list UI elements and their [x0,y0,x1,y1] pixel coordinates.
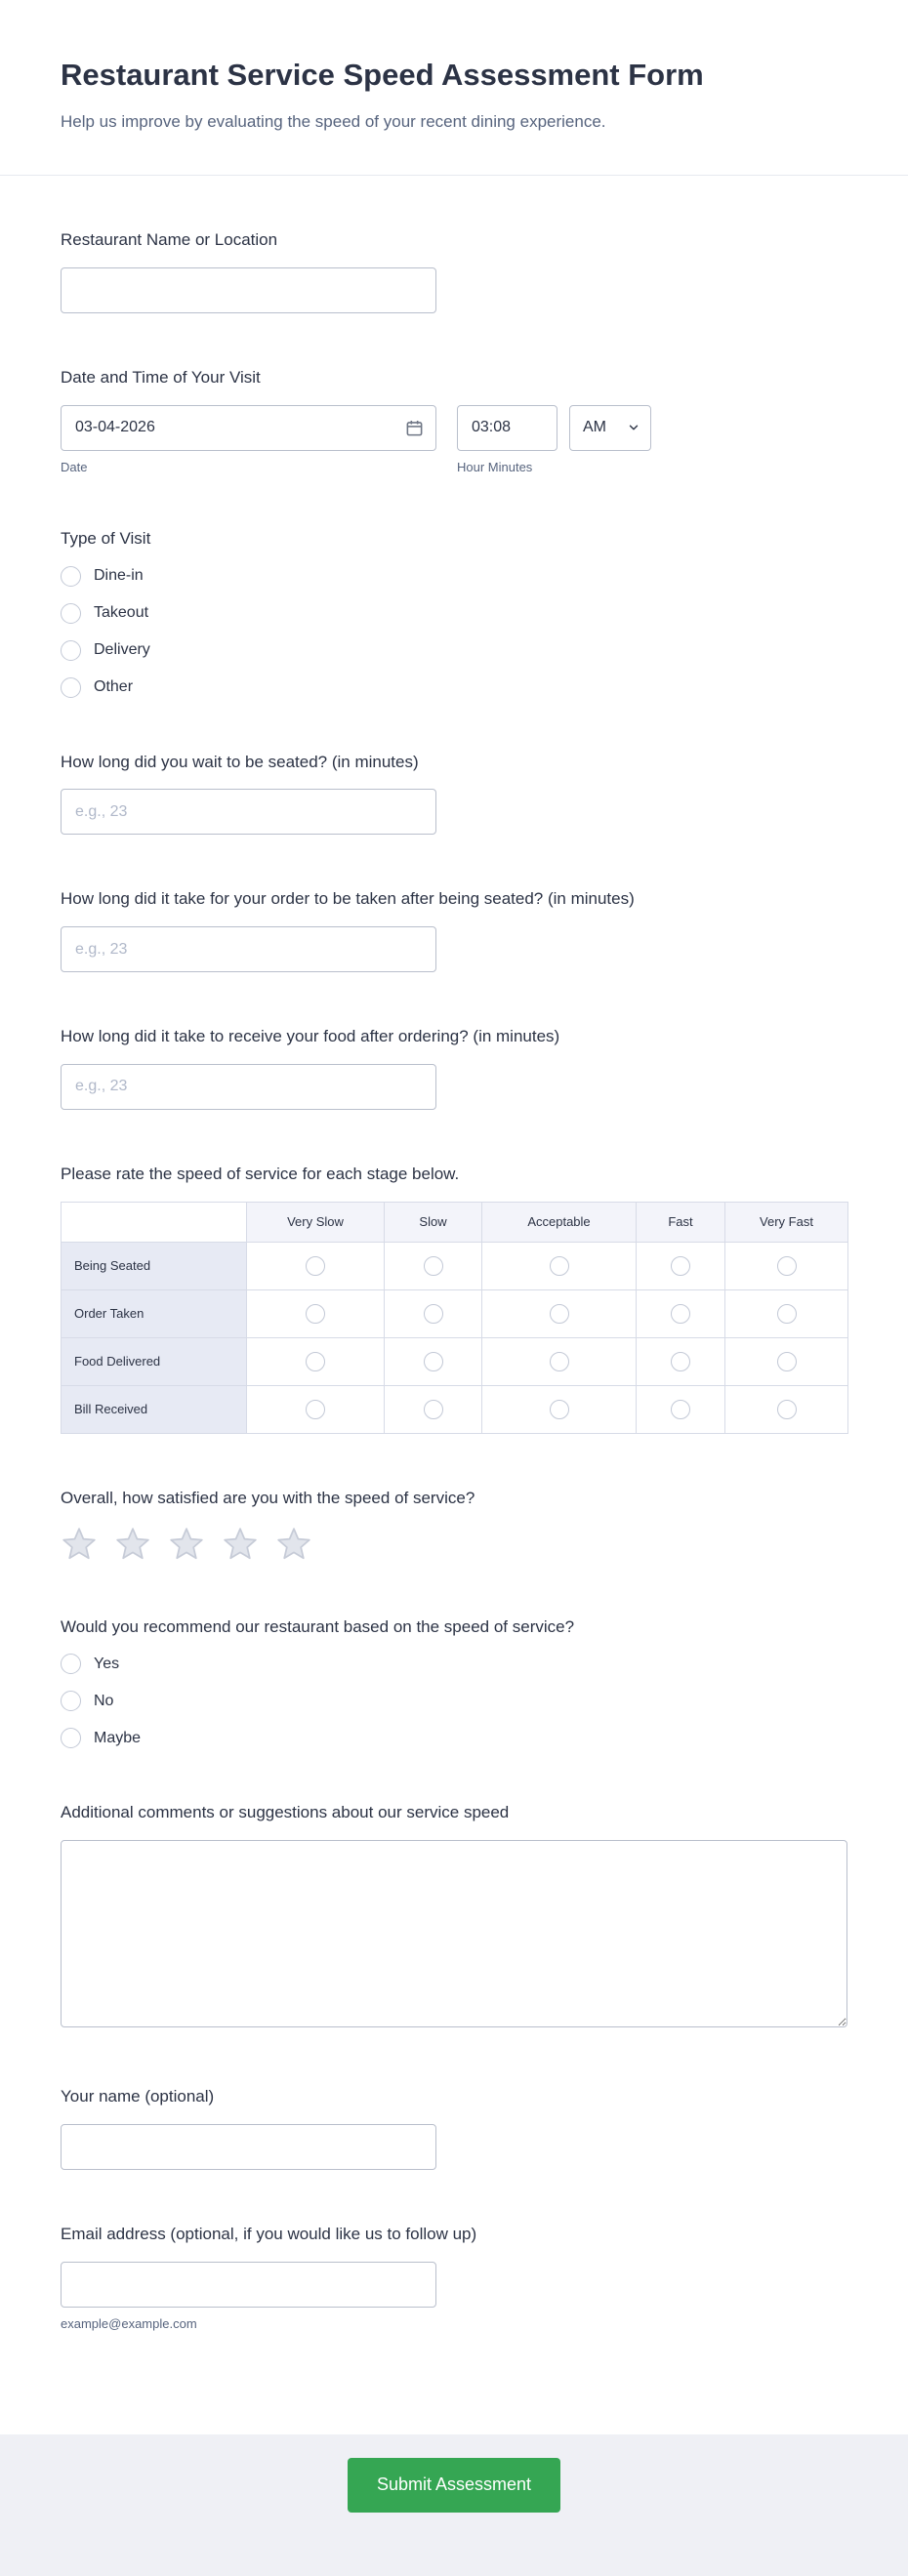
visit-type-option-delivery[interactable] [61,640,847,661]
matrix-col-header: Acceptable [482,1202,637,1242]
food-received-label: How long did it take to receive your food after ordering? (in minutes) [61,1027,560,1046]
speed-matrix-label: Please rate the speed of service for each stage below. [61,1164,460,1183]
meridiem-select[interactable] [569,405,651,451]
matrix-radio-cell[interactable] [385,1289,482,1337]
radio-icon[interactable] [424,1256,443,1276]
chevron-down-icon [627,421,640,434]
radio-option-label: No [94,1692,114,1709]
question-food-received [61,1025,847,1110]
radio-icon[interactable] [424,1304,443,1324]
date-input-wrap [61,405,436,451]
radio-icon[interactable] [61,603,81,624]
header-divider [0,175,908,176]
radio-option-label: Maybe [94,1729,142,1746]
matrix-radio-cell[interactable] [637,1337,725,1385]
question-recommend [61,1615,847,1749]
visit-type-label: Type of Visit [61,528,151,548]
matrix-radio-cell[interactable] [247,1337,385,1385]
radio-icon[interactable] [424,1352,443,1371]
matrix-radio-cell[interactable] [385,1242,482,1289]
matrix-col-header: Slow [385,1202,482,1242]
matrix-radio-cell[interactable] [725,1337,848,1385]
question-restaurant-name [61,228,847,313]
radio-icon[interactable] [550,1304,569,1324]
radio-icon[interactable] [550,1400,569,1419]
name-label: Your name (optional) [61,2087,215,2106]
radio-icon[interactable] [61,640,81,661]
matrix-radio-cell[interactable] [637,1242,725,1289]
matrix-radio-cell[interactable] [247,1242,385,1289]
wait-seated-label: How long did you wait to be seated? (in minutes) [61,752,419,771]
radio-icon[interactable] [306,1256,325,1276]
satisfaction-label: Overall, how satisfied are you with the speed of service? [61,1488,475,1507]
rating-matrix [61,1202,848,1434]
restaurant-name-input[interactable] [61,267,436,313]
date-time-row [61,405,847,474]
question-comments [61,1801,847,2032]
radio-option-label: Other [94,678,134,696]
radio-icon[interactable] [61,677,81,698]
question-satisfaction [61,1487,847,1563]
matrix-col-header: Very Slow [247,1202,385,1242]
email-input[interactable] [61,2262,436,2308]
matrix-radio-cell[interactable] [385,1385,482,1433]
time-sublabel: Hour Minutes [457,459,533,474]
matrix-radio-cell[interactable] [725,1289,848,1337]
matrix-radio-cell[interactable] [385,1337,482,1385]
email-sublabel: example@example.com [61,2315,197,2331]
radio-option-label: Yes [94,1655,120,1672]
radio-icon[interactable] [306,1400,325,1419]
radio-option-label: Takeout [94,604,149,622]
matrix-radio-cell[interactable] [247,1385,385,1433]
visit-type-option-takeout[interactable] [61,603,847,624]
star-icon[interactable] [275,1526,312,1563]
matrix-radio-cell[interactable] [637,1289,725,1337]
wait-seated-input[interactable] [61,789,436,835]
radio-icon[interactable] [671,1352,690,1371]
radio-option-label: Delivery [94,641,150,659]
order-taken-label: How long did it take for your order to be taken after being seated? (in minutes) [61,889,635,909]
matrix-col-header: Very Fast [725,1202,848,1242]
date-time-label: Date and Time of Your Visit [61,367,261,387]
recommend-option-yes[interactable] [61,1654,847,1674]
question-order-taken [61,887,847,972]
matrix-row-label: Bill Received [62,1385,247,1433]
radio-icon[interactable] [61,566,81,587]
question-date-time [61,366,847,474]
radio-icon[interactable] [777,1256,797,1276]
radio-icon[interactable] [671,1256,690,1276]
star-rating [61,1526,847,1563]
radio-icon[interactable] [424,1400,443,1419]
matrix-row-bill-received [62,1385,848,1433]
time-input[interactable] [457,405,557,451]
comments-textarea[interactable] [61,1840,847,2027]
matrix-radio-cell[interactable] [482,1242,637,1289]
question-speed-matrix [61,1163,847,1434]
matrix-row-label: Food Delivered [62,1337,247,1385]
date-input[interactable] [61,405,436,451]
time-field-group [457,405,651,474]
matrix-radio-cell[interactable] [725,1242,848,1289]
star-icon[interactable] [114,1526,151,1563]
matrix-row-label: Order Taken [62,1289,247,1337]
matrix-radio-cell[interactable] [482,1289,637,1337]
recommend-option-no[interactable] [61,1691,847,1711]
matrix-radio-cell[interactable] [482,1337,637,1385]
matrix-row-label: Being Seated [62,1242,247,1289]
star-icon[interactable] [168,1526,205,1563]
radio-icon[interactable] [777,1400,797,1419]
matrix-row-order-taken [62,1289,848,1337]
star-icon[interactable] [222,1526,259,1563]
radio-option-label: Dine-in [94,567,144,585]
radio-icon[interactable] [61,1654,81,1674]
question-wait-seated [61,751,847,836]
radio-icon[interactable] [306,1304,325,1324]
submit-button[interactable]: Submit Assessment [348,2458,560,2513]
matrix-radio-cell[interactable] [247,1289,385,1337]
matrix-radio-cell[interactable] [725,1385,848,1433]
order-taken-input[interactable] [61,926,436,972]
date-field-group [61,405,436,474]
radio-icon[interactable] [671,1400,690,1419]
form-header [61,53,847,134]
email-label: Email address (optional, if you would like us to follow up) [61,2224,477,2243]
form-subtitle: Help us improve by evaluating the speed of your recent dining experience. [61,111,606,131]
matrix-col-header: Fast [637,1202,725,1242]
radio-icon[interactable] [550,1256,569,1276]
radio-icon[interactable] [777,1352,797,1371]
radio-icon[interactable] [306,1352,325,1371]
restaurant-name-label: Restaurant Name or Location [61,230,278,250]
radio-icon[interactable] [777,1304,797,1324]
matrix-corner-cell [62,1202,247,1242]
name-input[interactable] [61,2124,436,2170]
form-title: Restaurant Service Speed Assessment Form [61,58,704,92]
visit-type-option-dine-in[interactable] [61,566,847,587]
radio-icon[interactable] [61,1728,81,1748]
comments-label: Additional comments or suggestions about our service speed [61,1803,510,1822]
food-received-input[interactable] [61,1064,436,1110]
recommend-label: Would you recommend our restaurant based on the speed of service? [61,1616,575,1636]
radio-icon[interactable] [61,1691,81,1711]
star-icon[interactable] [61,1526,98,1563]
matrix-radio-cell[interactable] [637,1385,725,1433]
question-name [61,2085,847,2170]
form-footer [0,2434,908,2576]
visit-type-option-other[interactable] [61,677,847,698]
calendar-icon[interactable] [405,419,424,437]
question-visit-type [61,527,847,698]
matrix-header-row [62,1202,848,1242]
radio-icon[interactable] [671,1304,690,1324]
time-row [457,405,651,451]
radio-icon[interactable] [550,1352,569,1371]
matrix-row-food-delivered [62,1337,848,1385]
recommend-option-maybe[interactable] [61,1728,847,1748]
meridiem-value: AM [583,419,606,436]
matrix-row-being-seated [62,1242,848,1289]
date-sublabel: Date [61,459,88,474]
matrix-radio-cell[interactable] [482,1385,637,1433]
question-email [61,2223,847,2333]
